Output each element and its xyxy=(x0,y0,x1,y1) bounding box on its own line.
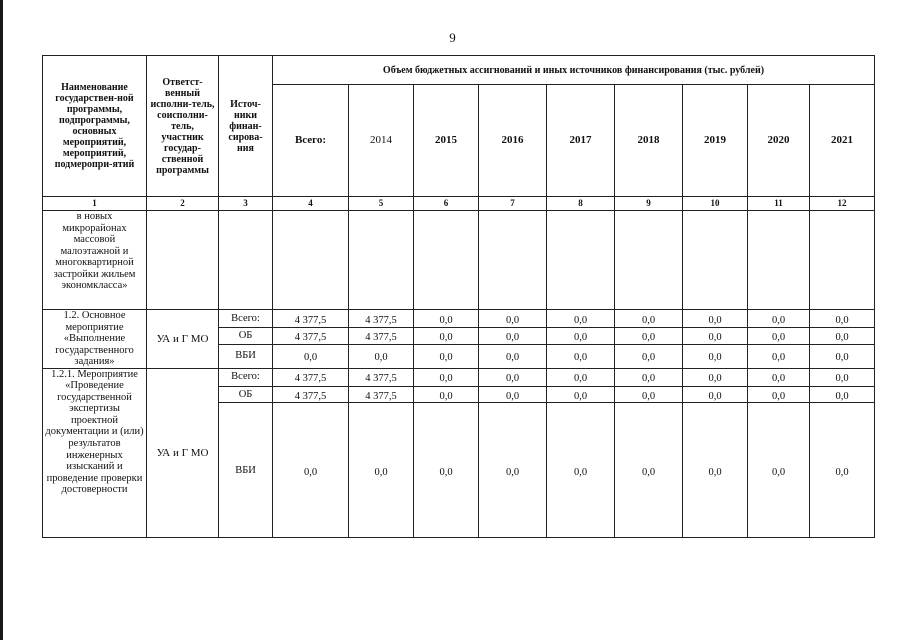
empty-cell xyxy=(810,211,875,310)
source-cell: ВБИ xyxy=(219,403,273,538)
value-cell: 0,0 xyxy=(479,403,547,538)
value-cell: 0,0 xyxy=(547,403,615,538)
column-number: 6 xyxy=(414,197,479,211)
value-cell: 4 377,5 xyxy=(273,386,349,403)
value-cell: 0,0 xyxy=(810,344,875,368)
column-number: 8 xyxy=(547,197,615,211)
value-cell: 0,0 xyxy=(683,344,748,368)
value-cell: 0,0 xyxy=(810,368,875,386)
value-cell: 0,0 xyxy=(810,328,875,345)
value-cell: 0,0 xyxy=(414,328,479,345)
value-cell: 0,0 xyxy=(810,403,875,538)
value-cell: 0,0 xyxy=(349,403,414,538)
source-cell: ОБ xyxy=(219,386,273,403)
value-cell: 0,0 xyxy=(547,328,615,345)
value-cell: 0,0 xyxy=(547,344,615,368)
column-number: 11 xyxy=(748,197,810,211)
value-cell: 4 377,5 xyxy=(349,386,414,403)
column-number: 7 xyxy=(479,197,547,211)
value-cell: 0,0 xyxy=(810,310,875,328)
value-cell: 4 377,5 xyxy=(273,328,349,345)
value-cell: 0,0 xyxy=(273,403,349,538)
item-1-2-1-name-cell: 1.2.1. Мероприятие «Проведение государственной экспертизы проектной документации и (или) результатов инженерных изысканий и проведение проверки достоверности xyxy=(43,368,147,538)
value-cell: 0,0 xyxy=(479,310,547,328)
header-year-cell: 2015 xyxy=(414,85,479,197)
header-row-1 xyxy=(43,56,875,85)
value-cell: 0,0 xyxy=(547,386,615,403)
value-cell: 0,0 xyxy=(748,386,810,403)
value-cell: 0,0 xyxy=(810,386,875,403)
header-year-cell: 2016 xyxy=(479,85,547,197)
value-cell: 0,0 xyxy=(479,344,547,368)
value-cell: 0,0 xyxy=(414,368,479,386)
item-1-2-1-responsible-cell: УА и Г МО xyxy=(147,368,219,538)
empty-cell xyxy=(147,211,219,310)
header-sources-cell: Источ-ники финан-сирова-ния xyxy=(219,56,273,197)
value-cell: 0,0 xyxy=(683,403,748,538)
funding-table xyxy=(42,55,875,538)
item-1-2-responsible-cell: УА и Г МО xyxy=(147,310,219,369)
value-cell: 0,0 xyxy=(414,403,479,538)
empty-cell xyxy=(414,211,479,310)
continuation-name-cell: в новых микрорайонах массовой малоэтажной и многоквартирной застройки жильем экономкласса» xyxy=(43,211,147,310)
value-cell: 0,0 xyxy=(748,403,810,538)
value-cell: 0,0 xyxy=(615,368,683,386)
source-cell: ВБИ xyxy=(219,344,273,368)
header-volume-cell: Объем бюджетных ассигнований и иных источников финансирования (тыс. рублей) xyxy=(273,56,875,85)
value-cell: 4 377,5 xyxy=(273,368,349,386)
value-cell: 4 377,5 xyxy=(349,310,414,328)
empty-cell xyxy=(273,211,349,310)
value-cell: 0,0 xyxy=(273,344,349,368)
empty-cell xyxy=(479,211,547,310)
column-number: 5 xyxy=(349,197,414,211)
value-cell: 0,0 xyxy=(615,310,683,328)
value-cell: 0,0 xyxy=(615,328,683,345)
value-cell: 0,0 xyxy=(683,386,748,403)
header-year-cell: 2019 xyxy=(683,85,748,197)
value-cell: 0,0 xyxy=(615,344,683,368)
value-cell: 0,0 xyxy=(414,344,479,368)
column-numbers-row xyxy=(43,197,875,211)
empty-cell xyxy=(547,211,615,310)
value-cell: 0,0 xyxy=(683,310,748,328)
value-cell: 4 377,5 xyxy=(349,368,414,386)
header-year-cell: 2021 xyxy=(810,85,875,197)
value-cell: 0,0 xyxy=(615,403,683,538)
column-number: 9 xyxy=(615,197,683,211)
header-year-cell: 2020 xyxy=(748,85,810,197)
column-number: 3 xyxy=(219,197,273,211)
value-cell: 0,0 xyxy=(547,310,615,328)
column-number: 10 xyxy=(683,197,748,211)
header-year-cell: 2018 xyxy=(615,85,683,197)
column-number: 2 xyxy=(147,197,219,211)
value-cell: 0,0 xyxy=(683,368,748,386)
source-cell: Всего: xyxy=(219,310,273,328)
column-number: 1 xyxy=(43,197,147,211)
value-cell: 0,0 xyxy=(349,344,414,368)
table-row xyxy=(43,368,875,386)
value-cell: 0,0 xyxy=(683,328,748,345)
header-year-cell: 2014 xyxy=(349,85,414,197)
header-name-cell: Наименование государствен-ной программы, подпрограммы, основных мероприятий, мероприятий, подмеропри-ятий xyxy=(43,56,147,197)
empty-cell xyxy=(748,211,810,310)
item-1-2-name-cell: 1.2. Основное мероприятие «Выполнение государственного задания» xyxy=(43,310,147,369)
source-cell: ОБ xyxy=(219,328,273,345)
empty-cell xyxy=(615,211,683,310)
table-row xyxy=(43,310,875,328)
value-cell: 0,0 xyxy=(547,368,615,386)
value-cell: 0,0 xyxy=(748,310,810,328)
header-responsible-cell: Ответст-венный исполни-тель, соисполни-тель, участник государ-ственной программы xyxy=(147,56,219,197)
column-number: 12 xyxy=(810,197,875,211)
value-cell: 0,0 xyxy=(748,328,810,345)
value-cell: 0,0 xyxy=(479,386,547,403)
value-cell: 0,0 xyxy=(479,368,547,386)
value-cell: 4 377,5 xyxy=(349,328,414,345)
value-cell: 0,0 xyxy=(479,328,547,345)
value-cell: 0,0 xyxy=(748,344,810,368)
source-cell: Всего: xyxy=(219,368,273,386)
continuation-row xyxy=(43,211,875,310)
page-left-edge xyxy=(0,0,3,640)
value-cell: 0,0 xyxy=(414,310,479,328)
empty-cell xyxy=(683,211,748,310)
page-number: 9 xyxy=(449,30,456,45)
value-cell: 0,0 xyxy=(414,386,479,403)
empty-cell xyxy=(349,211,414,310)
value-cell: 0,0 xyxy=(748,368,810,386)
empty-cell xyxy=(219,211,273,310)
header-total-cell: Всего: xyxy=(273,85,349,197)
header-year-cell: 2017 xyxy=(547,85,615,197)
value-cell: 0,0 xyxy=(615,386,683,403)
column-number: 4 xyxy=(273,197,349,211)
value-cell: 4 377,5 xyxy=(273,310,349,328)
